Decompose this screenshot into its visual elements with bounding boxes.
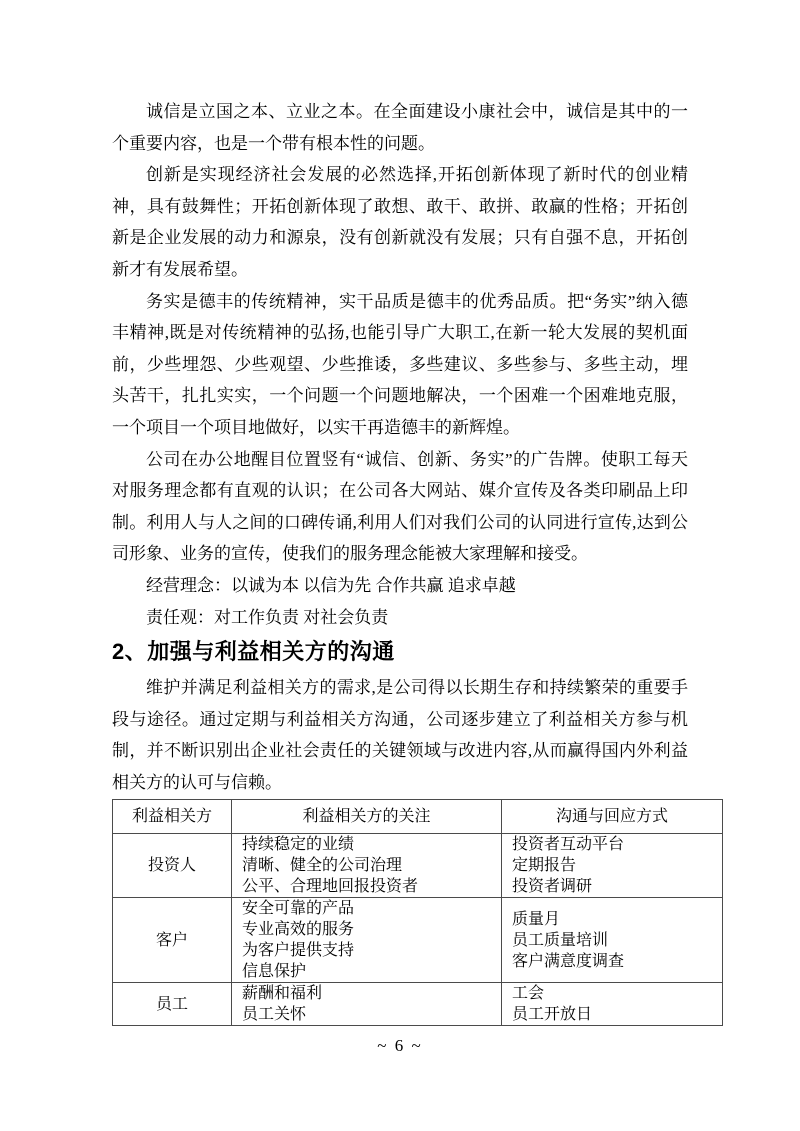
responsibility-view-line: 责任观：对工作负责 对社会负责 [146,607,389,627]
table-row [113,983,723,1026]
table-row [113,834,723,898]
cell-line: 投资者互动平台 [512,836,625,854]
paragraph-pragmatism: 务实是德丰的传统精神，实干品质是德丰的优秀品质。把“务实”纳入德丰精神,既是对传统精神的弘扬,也能引导广大职工,在新一轮大发展的契机面前，少些埋怨、少些观望、少些推诿，多些建议、多些参与、多些主动，埋头苦干，扎扎实实，一个问题一个问题地解决，一个困难一个困难地克服，一个项目一个项目地做好，以实干再造德丰的新辉煌。 [112,291,688,437]
business-philosophy-line: 经营理念：以诚为本 以信为先 合作共赢 追求卓越 [146,575,516,595]
cell-line: 公平、合理地回报投资者 [242,878,419,896]
cell-line: 员工开放日 [512,1006,593,1024]
concerns-cell [232,898,502,983]
paragraph-promotion: 公司在办公地醒目位置竖有“诚信、创新、务实”的广告牌。使职工每天对服务理念都有直观的认识；在公司各大网站、媒介宣传及各类印刷品上印制。利用人与人之间的口碑传诵,利用人们对我们公司的认同进行宣传,达到公司形象、业务的宣传，使我们的服务理念能被大家理解和接受。 [112,449,688,564]
concerns-cell [232,834,502,898]
stakeholder-table-body [113,834,723,1026]
header-stakeholder: 利益相关方 [113,800,232,834]
concerns-cell [232,983,502,1026]
cell-line: 信息保护 [242,963,307,981]
cell-line: 专业高效的服务 [242,921,355,939]
header-responses: 沟通与回应方式 [502,800,723,834]
cell-line: 定期报告 [512,857,577,875]
stakeholder-table [112,799,723,1026]
cell-line: 质量月 [512,910,561,928]
paragraph-integrity: 诚信是立国之本、立业之本。在全面建设小康社会中，诚信是其中的一个重要内容，也是一个带有根本性的问题。 [112,102,688,153]
cell-line: 安全可靠的产品 [242,900,355,918]
cell-line: 员工关怀 [242,1006,307,1024]
paragraph-stakeholder-intro: 维护并满足利益相关方的需求,是公司得以长期生存和持续繁荣的重要手段与途径。通过定期与利益相关方沟通，公司逐步建立了利益相关方参与机制，并不断识别出企业社会责任的关键领域与改进内容,从而赢得国内外利益相关方的认可与信赖。 [112,678,688,792]
responses-cell [502,834,723,898]
cell-line: 清晰、健全的公司治理 [242,857,403,875]
responses-cell [502,983,723,1026]
cell-line: 投资者调研 [512,878,593,896]
cell-line: 为客户提供支持 [242,942,355,960]
cell-line: 客户满意度调查 [512,952,625,970]
responses-cell [502,898,723,983]
stakeholder-cell: 客户 [113,898,232,983]
page-number: ~ 6 ~ [377,1036,423,1055]
cell-line: 薪酬和福利 [242,985,323,1003]
stakeholder-cell: 员工 [113,983,232,1026]
paragraph-innovation: 创新是实现经济社会发展的必然选择,开拓创新体现了新时代的创业精神，具有鼓舞性；开拓创新体现了敢想、敢干、敢拼、敢赢的性格；开拓创新是企业发展的动力和源泉，没有创新就没有发展；只有自强不息，开拓创新才有发展希望。 [112,165,688,279]
header-concerns: 利益相关方的关注 [232,800,502,834]
table-row [113,898,723,983]
table-header-row [113,800,723,834]
section-heading: 2、加强与利益相关方的沟通 [112,639,395,665]
stakeholder-cell: 投资人 [113,834,232,898]
cell-line: 持续稳定的业绩 [242,836,355,854]
cell-line: 工会 [512,985,545,1003]
page-content [112,96,688,1026]
cell-line: 员工质量培训 [512,931,609,949]
